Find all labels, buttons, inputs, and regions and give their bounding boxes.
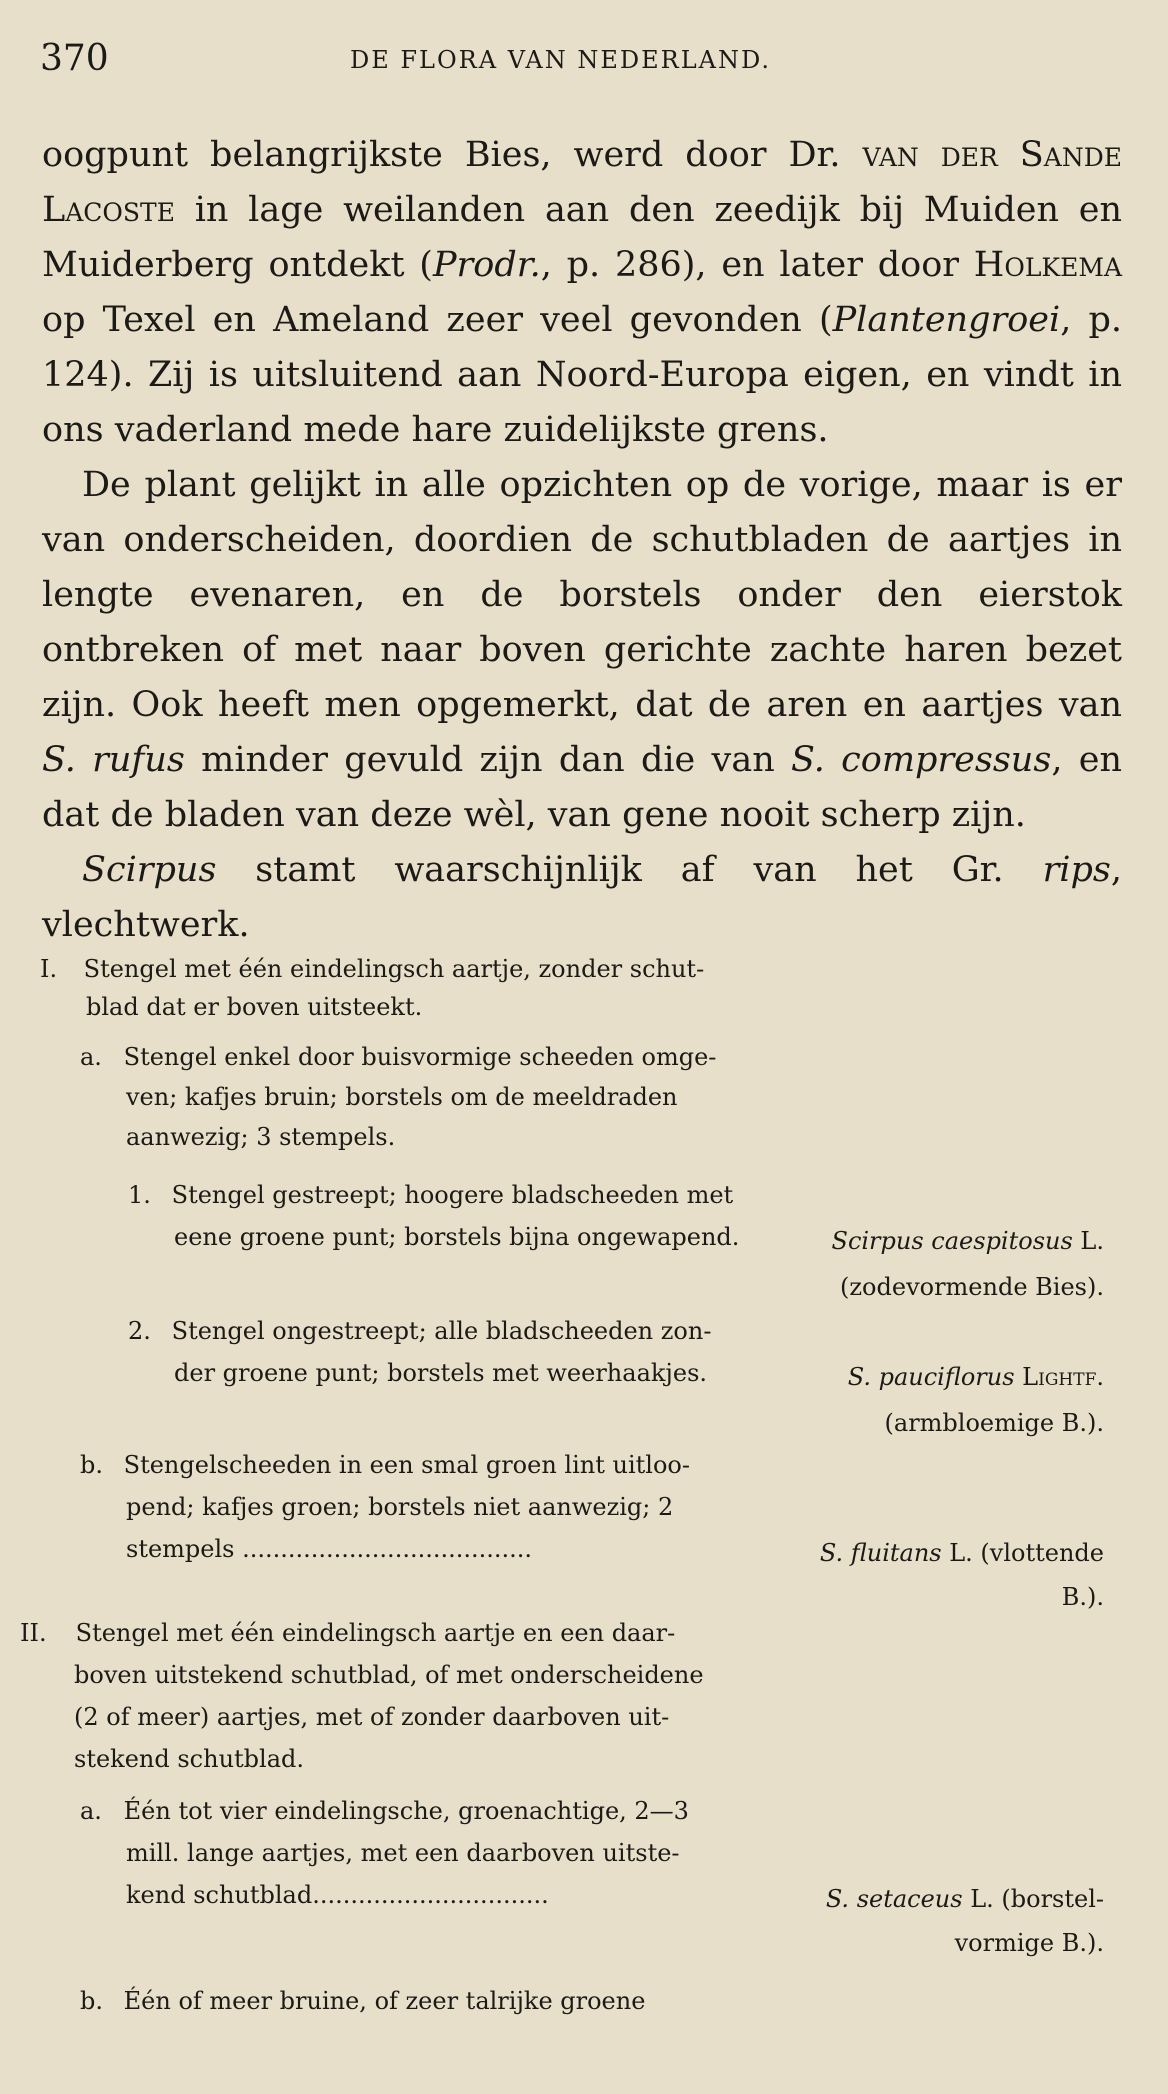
species-entry — [832, 1227, 1105, 1255]
key-entry-Ia — [80, 1043, 716, 1071]
key-entry-IIa — [80, 1797, 689, 1825]
common-name: B.). — [1061, 1583, 1104, 1611]
common-name: vormige B.). — [954, 1929, 1104, 1957]
text-run: op Texel en Ameland zeer veel gevonden ( — [42, 300, 833, 340]
paragraph-2 — [42, 458, 1122, 843]
page-number: 370 — [40, 38, 109, 79]
species-name: S. compressus — [791, 740, 1052, 780]
text-run: De plant gelijkt in alle opzichten op de vorige, maar is er van onderscheiden, doordien de schutbladen de aartjes in lengte evenaren, en de borstels onder den eierstok ontbreken of met naar boven gerichte zachte haren bezet zijn. Ook heeft men opgemerkt, dat de aren en aartjes van — [42, 465, 1122, 725]
author-name: Holkema — [973, 245, 1122, 285]
key-label: I. — [40, 955, 58, 983]
key-text: Stengel met één eindelingsch aartje en een daar- — [75, 1619, 676, 1647]
key-line: pend; kafjes groen; borstels niet aanwezig; 2 — [126, 1493, 674, 1521]
key-entry-Ia2 — [128, 1317, 711, 1345]
species-entry — [848, 1363, 1104, 1391]
key-line: stekend schutblad. — [74, 1745, 305, 1773]
text-run: stamt waarschijnlijk af van het Gr. — [216, 850, 1043, 890]
running-head: DE FLORA VAN NEDERLAND. — [350, 46, 771, 74]
key-label: a. — [80, 1043, 102, 1071]
citation-title: Plantengroei — [832, 300, 1061, 340]
citation-title: Prodr. — [432, 245, 541, 285]
key-label: a. — [80, 1797, 102, 1825]
key-text: Stengelscheeden in een smal groen lint uitloo- — [123, 1451, 690, 1479]
genus-name: Scirpus — [82, 850, 217, 890]
species-name: S. setaceus — [825, 1885, 963, 1913]
key-line: mill. lange aartjes, met een daarboven uitste- — [126, 1839, 680, 1867]
paragraph-1 — [42, 128, 1122, 458]
key-entry-IIb — [80, 1987, 645, 2015]
key-label: II. — [20, 1619, 47, 1647]
text-run: , p. 124). Zij is uitsluitend aan Noord-Europa eigen, en vindt in ons vaderland mede hare zuidelijkste grens. — [42, 300, 1123, 450]
species-entry — [826, 1885, 1104, 1913]
key-line: der groene punt; borstels met weerhaakjes. — [174, 1359, 708, 1387]
key-line: aanwezig; 3 stempels. — [126, 1123, 396, 1151]
key-label: b. — [80, 1987, 103, 2015]
key-entry-I — [40, 955, 704, 983]
text-run: , en dat de bladen van deze wèl, van gene nooit scherp zijn. — [42, 740, 1122, 835]
key-line: kend schutblad............................... — [126, 1881, 549, 1909]
key-line: (2 of meer) aartjes, met of zonder daarboven uit- — [74, 1703, 670, 1731]
common-name: (zodevormende Bies). — [840, 1273, 1104, 1301]
key-entry-Ia1 — [128, 1181, 733, 1209]
paragraph-3 — [42, 843, 1122, 953]
key-text: Stengel ongestreept; alle bladscheeden zon- — [171, 1317, 712, 1345]
key-entry-II — [20, 1619, 675, 1647]
key-label: 2. — [128, 1317, 151, 1345]
text-run: oogpunt belangrijkste Bies, werd door Dr. — [42, 135, 863, 175]
key-entry-Ib — [80, 1451, 690, 1479]
key-line: blad dat er boven uitsteekt. — [86, 993, 423, 1021]
species-author: L. — [1072, 1227, 1104, 1255]
species-entry — [820, 1539, 1104, 1567]
key-text: Één of meer bruine, of zeer talrijke groene — [123, 1987, 646, 2015]
species-name: S. fluitans — [819, 1539, 942, 1567]
text-run: , p. 286), en later door — [540, 245, 974, 285]
species-name: S. rufus — [42, 740, 185, 780]
species-author: L. (vlottende — [941, 1539, 1104, 1567]
text-run: minder gevuld zijn dan die van — [184, 740, 792, 780]
key-label: b. — [80, 1451, 103, 1479]
species-author: L. (borstel- — [962, 1885, 1104, 1913]
key-text: Stengel enkel door buisvormige scheeden omge- — [123, 1043, 717, 1071]
page-header — [40, 38, 1100, 88]
key-line: stempels ...................................... — [126, 1535, 533, 1563]
key-text: Stengel met één eindelingsch aartje, zonder schut- — [83, 955, 705, 983]
species-name: S. pauciflorus — [847, 1363, 1015, 1391]
species-author: Lightf. — [1014, 1363, 1104, 1391]
text-run: , vlechtwerk. — [42, 850, 1122, 945]
key-line: eene groene punt; borstels bijna ongewapend. — [174, 1223, 740, 1251]
key-text: Stengel gestreept; hoogere bladscheeden met — [171, 1181, 734, 1209]
common-name: (armbloemige B.). — [884, 1409, 1104, 1437]
key-line: ven; kafjes bruin; borstels om de meeldraden — [126, 1083, 678, 1111]
key-label: 1. — [128, 1181, 151, 1209]
species-name: Scirpus caespitosus — [831, 1227, 1073, 1255]
greek-word: rips — [1042, 850, 1111, 890]
author-name: van der Sande Lacoste — [42, 135, 1122, 230]
text-run: in lage weilanden aan den zeedijk bij Muiden en Muiderberg ontdekt ( — [42, 190, 1122, 285]
key-line: boven uitstekend schutblad, of met onderscheidene — [74, 1661, 704, 1689]
body-text — [42, 128, 1122, 953]
key-text: Één tot vier eindelingsche, groenachtige, 2—3 — [123, 1797, 689, 1825]
